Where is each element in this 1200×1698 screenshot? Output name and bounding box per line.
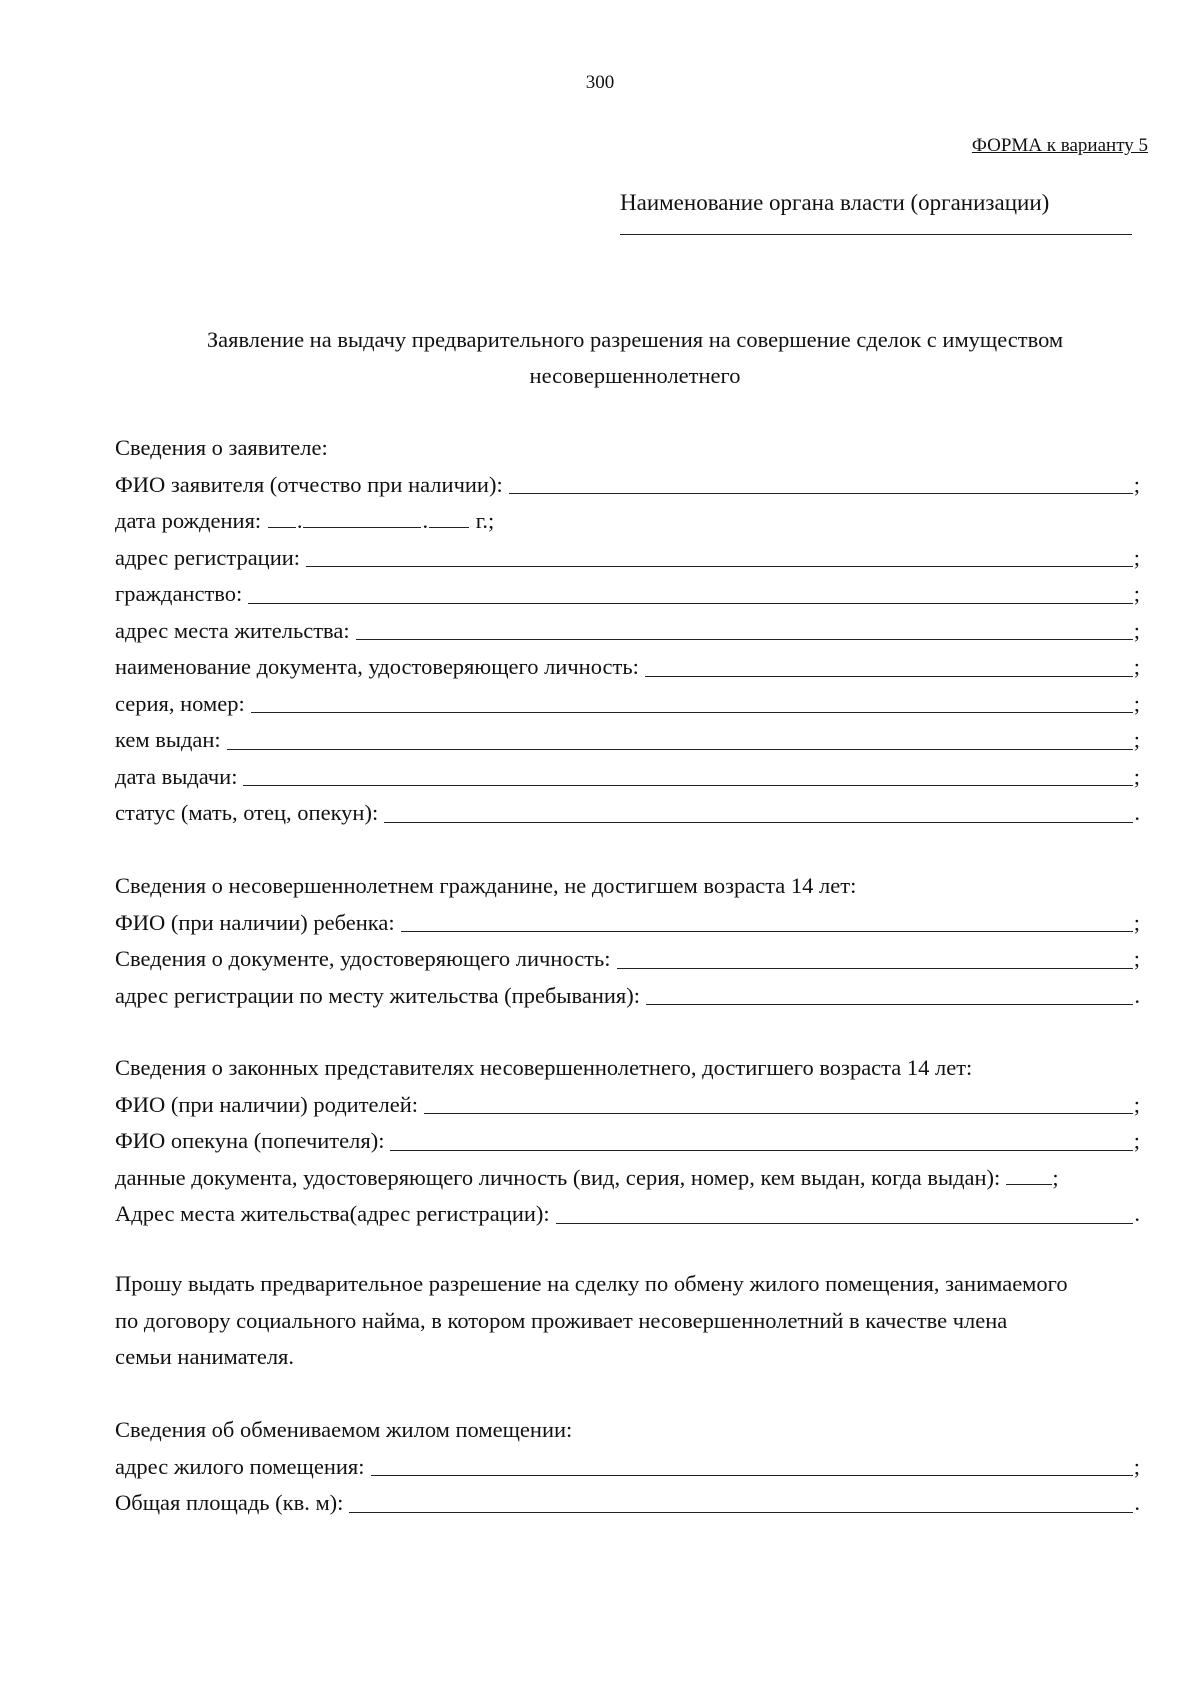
punctuation: ; <box>1052 1164 1059 1190</box>
punctuation: ; <box>1133 617 1140 643</box>
birth-month-field[interactable] <box>303 526 421 528</box>
field-label: Адрес места жительства(адрес регистрации): <box>115 1201 550 1226</box>
request-line: Прошу выдать предварительное разрешение на сделку по обмену жилого помещения, занимаемого <box>115 1271 1068 1296</box>
punctuation: ; <box>1133 1453 1140 1479</box>
registration-address-row <box>115 540 1140 577</box>
child-address-field[interactable] <box>646 1003 1133 1005</box>
birth-day-field[interactable] <box>268 526 296 528</box>
title-line: Заявление на выдачу предварительного разрешения на совершение сделок с имуществом <box>206 327 1064 352</box>
applicant-fio-row <box>115 467 1140 504</box>
authority-label: Наименование органа власти (организации) <box>620 190 1050 215</box>
request-line: по договору социального найма, в котором проживает несовершеннолетний в качестве члена <box>115 1307 1008 1333</box>
dwelling-area-row <box>115 1485 1140 1522</box>
minor-section <box>115 868 1140 1014</box>
applicant-section <box>115 430 1140 832</box>
rep-id-document-row <box>115 1160 1140 1197</box>
punctuation: ; <box>1133 690 1140 716</box>
punctuation: . <box>1134 1490 1140 1515</box>
issue-date-field[interactable] <box>243 784 1132 786</box>
dwelling-area-field[interactable] <box>349 1511 1133 1513</box>
document-title <box>120 322 1150 394</box>
field-label: серия, номер: <box>115 690 245 716</box>
punctuation: ; <box>1133 654 1140 679</box>
punctuation: ; <box>1133 946 1140 971</box>
series-number-row <box>115 686 1140 723</box>
field-label: ФИО (при наличии) родителей: <box>115 1091 419 1117</box>
guardian-fio-field[interactable] <box>390 1149 1132 1151</box>
residence-address-field[interactable] <box>356 638 1133 640</box>
birth-date-row <box>115 503 1140 540</box>
page-number: 300 <box>585 72 615 93</box>
series-number-field[interactable] <box>251 711 1133 713</box>
id-document-field[interactable] <box>645 675 1133 677</box>
punctuation: ; <box>1133 544 1140 570</box>
field-label: дата выдачи: <box>115 763 238 789</box>
dwelling-address-row <box>115 1449 1140 1486</box>
field-label: наименование документа, удостоверяющего личность: <box>115 654 639 679</box>
issued-by-field[interactable] <box>227 748 1133 750</box>
authority-fill-line[interactable] <box>620 234 1132 235</box>
punctuation: . <box>422 508 429 533</box>
field-label: адрес жилого помещения: <box>115 1453 365 1479</box>
punctuation: ; <box>1133 763 1140 789</box>
field-label: дата рождения: <box>115 508 262 533</box>
punctuation: ; <box>1133 909 1140 935</box>
field-label: ФИО опекуна (попечителя): <box>115 1128 385 1153</box>
punctuation: . <box>296 508 303 533</box>
guardian-fio-row <box>115 1123 1140 1160</box>
punctuation: . <box>1134 1201 1140 1226</box>
parents-fio-field[interactable] <box>424 1112 1133 1114</box>
issue-date-row <box>115 759 1140 796</box>
rep-id-document-field[interactable] <box>1006 1183 1052 1185</box>
section-heading: Сведения о несовершеннолетнем гражданине, не достигшем возраста 14 лет: <box>115 873 857 898</box>
child-id-document-field[interactable] <box>617 967 1133 969</box>
residence-address-row <box>115 613 1140 650</box>
applicant-fio-field[interactable] <box>509 492 1133 494</box>
field-label: ФИО заявителя (отчество при наличии): <box>115 471 503 497</box>
punctuation: ; <box>1133 1091 1140 1117</box>
field-label: данные документа, удостоверяющего личность (вид, серия, номер, кем выдан, когда выдан): <box>115 1164 1001 1190</box>
child-id-document-row <box>115 941 1140 978</box>
field-label: Сведения о документе, удостоверяющего личность: <box>115 946 611 971</box>
field-label: ФИО (при наличии) ребенка: <box>115 909 395 935</box>
status-field[interactable] <box>384 821 1133 823</box>
punctuation: ; <box>1133 581 1140 606</box>
dwelling-address-field[interactable] <box>371 1474 1133 1476</box>
child-address-row <box>115 978 1140 1015</box>
request-paragraph <box>115 1266 1140 1376</box>
punctuation: ; <box>1133 727 1140 752</box>
punctuation: . <box>1134 982 1140 1008</box>
parents-fio-row <box>115 1087 1140 1124</box>
registration-address-field[interactable] <box>306 565 1133 567</box>
field-label: гражданство: <box>115 581 243 606</box>
field-label: адрес регистрации по месту жительства (пребывания): <box>115 982 641 1008</box>
punctuation: ; <box>1133 1128 1140 1153</box>
section-heading: Сведения об обмениваемом жилом помещении: <box>115 1417 573 1442</box>
rep-address-field[interactable] <box>556 1222 1134 1224</box>
field-label: кем выдан: <box>115 727 221 752</box>
section-heading: Сведения о законных представителях несовершеннолетнего, достигшего возраста 14 лет: <box>115 1055 973 1080</box>
form-reference: ФОРМА к варианту 5 <box>971 135 1148 156</box>
field-label: адрес места жительства: <box>115 617 350 643</box>
request-line: семьи нанимателя. <box>115 1344 295 1369</box>
dwelling-section <box>115 1412 1140 1522</box>
representatives-section <box>115 1050 1140 1233</box>
citizenship-row <box>115 576 1140 613</box>
child-fio-field[interactable] <box>401 930 1133 932</box>
punctuation: . <box>1134 800 1140 825</box>
birth-date-suffix: г.; <box>475 508 495 533</box>
field-label: адрес регистрации: <box>115 544 301 570</box>
field-label: статус (мать, отец, опекун): <box>115 800 379 825</box>
section-heading: Сведения о заявителе: <box>115 435 328 460</box>
birth-year-field[interactable] <box>429 526 469 528</box>
rep-address-row <box>115 1196 1140 1233</box>
title-line: несовершеннолетнего <box>529 363 741 388</box>
punctuation: ; <box>1133 471 1140 497</box>
citizenship-field[interactable] <box>248 602 1132 604</box>
child-fio-row <box>115 905 1140 942</box>
id-document-row <box>115 649 1140 686</box>
status-row <box>115 795 1140 832</box>
issued-by-row <box>115 722 1140 759</box>
field-label: Общая площадь (кв. м): <box>115 1490 344 1515</box>
